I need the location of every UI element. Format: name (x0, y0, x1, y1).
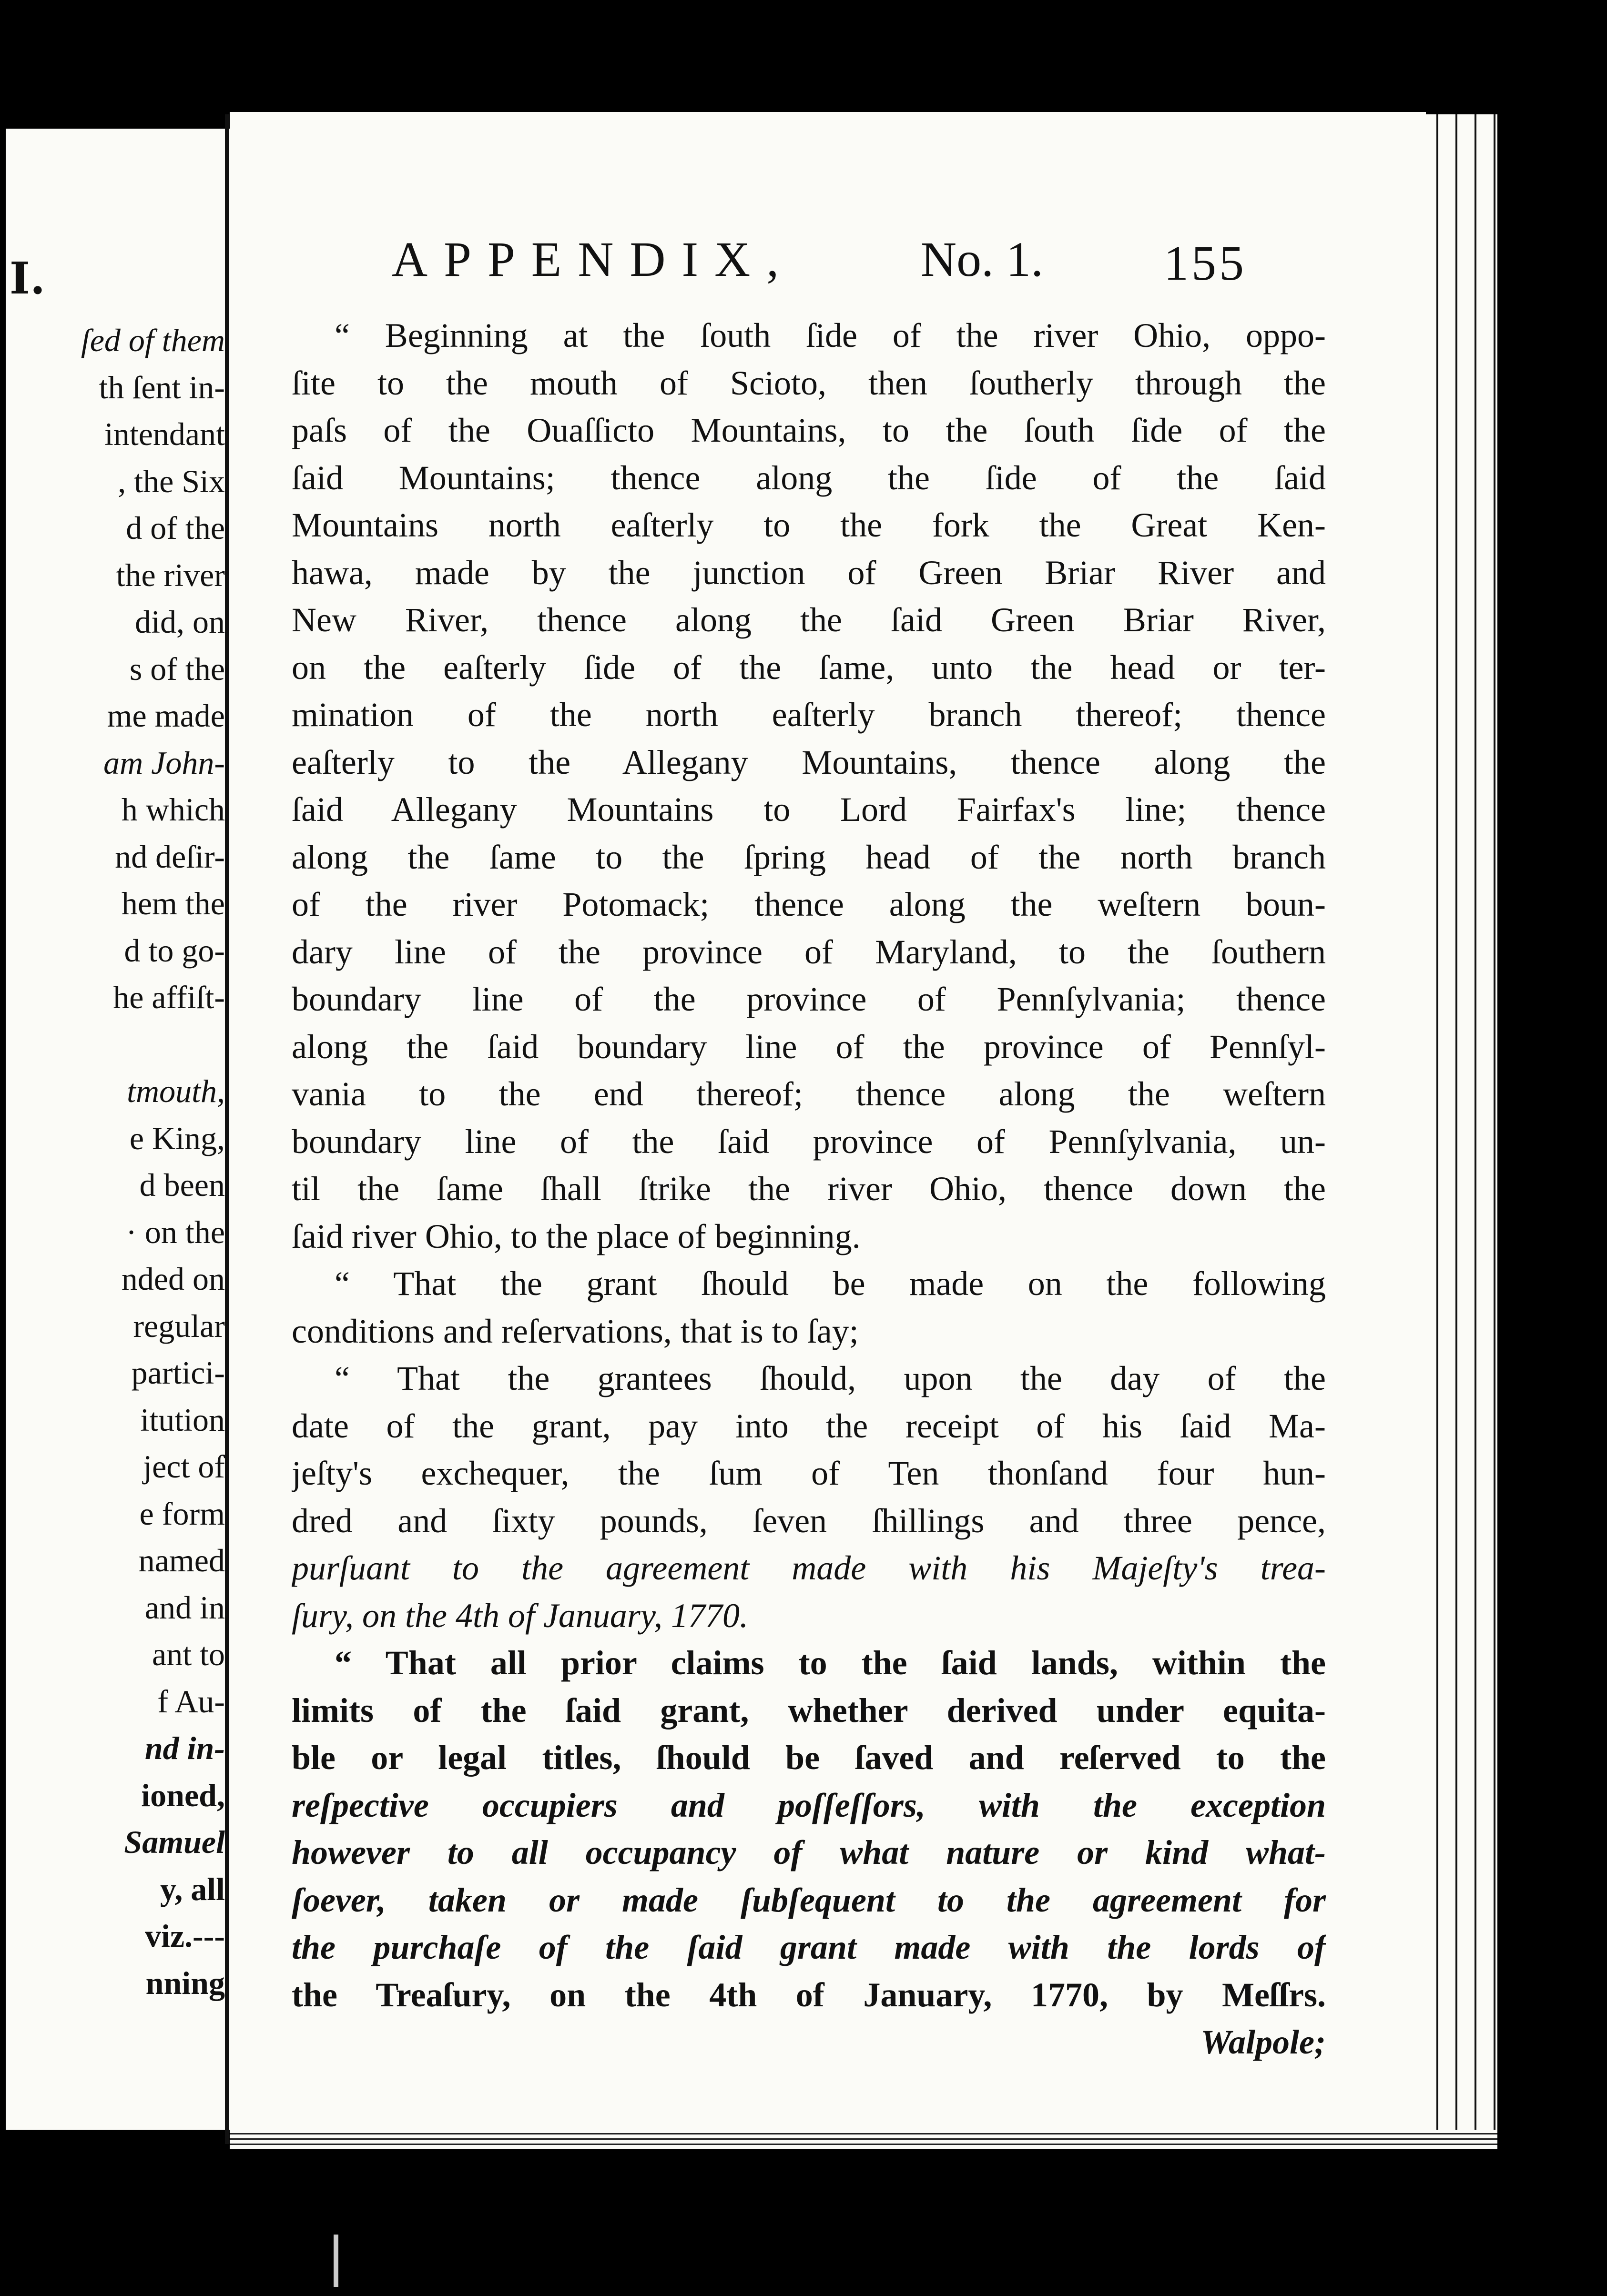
left-fragment: Samuel (124, 1824, 225, 1860)
header-title: APPENDIX, (392, 232, 795, 287)
text-line: along the ſaid boundary line of the province of Pennſyl- (292, 1027, 1326, 1066)
text-line: limits of the ſaid grant, whether derived under equita- (292, 1691, 1326, 1730)
left-fragment: tmouth, (127, 1073, 225, 1109)
left-fragment: intendant (104, 416, 225, 452)
left-fragment: itution (140, 1401, 225, 1438)
left-facing-page (6, 129, 230, 2130)
text-line: conditions and reſervations, that is to ſay; (292, 1312, 859, 1350)
page-gutter-line (225, 114, 229, 2144)
text-line: til the ſame ſhall ſtrike the river Ohio, thence down the (292, 1170, 1326, 1208)
left-fragment: d of the (126, 510, 225, 546)
left-fragment: ant to (152, 1636, 225, 1672)
text-line: ſoever, taken or made ſubſequent to the agreement for (292, 1881, 1326, 1919)
text-line: dary line of the province of Maryland, to the ſouthern (292, 932, 1326, 971)
left-fragment: ioned, (141, 1777, 225, 1813)
text-line: eaſterly to the Allegany Mountains, thence along the (292, 743, 1326, 781)
left-fragment: e form (139, 1495, 225, 1532)
text-line: “ That the grant ſhould be made on the following (335, 1264, 1326, 1303)
left-page-text (15, 317, 225, 2006)
left-fragment: s of the (129, 650, 225, 687)
left-fragment: th ſent in- (99, 369, 225, 405)
text-line: date of the grant, pay into the receipt of his ſaid Ma- (292, 1406, 1326, 1445)
left-fragment: d been (139, 1167, 225, 1203)
page-number: 155 (1164, 236, 1247, 291)
left-fragment: y, all (160, 1871, 225, 1907)
text-line: hawa, made by the junction of Green Briar River and (292, 553, 1326, 592)
left-fragment: nd deſir- (115, 838, 225, 875)
text-line: “ That the grantees ſhould, upon the day of the (335, 1359, 1326, 1397)
left-fragment: , the Six (118, 463, 225, 499)
header-appendix-number: No. 1. (921, 232, 1044, 287)
text-line: however to all occupancy of what nature or kind what- (292, 1833, 1326, 1871)
text-line: reſpective occupiers and poſſeſſors, with the exception (292, 1786, 1326, 1824)
main-page (230, 112, 1426, 2132)
text-line: of the river Potomack; thence along the weſtern boun- (292, 885, 1326, 923)
text-line: ſite to the mouth of Scioto, then ſoutherly through the (292, 364, 1326, 402)
text-line: dred and ſixty pounds, ſeven ſhillings and three pence, (292, 1501, 1326, 1540)
left-page-number: I. (10, 253, 46, 304)
left-fragment: · on the (126, 1214, 225, 1250)
left-fragment: d to go- (124, 932, 225, 969)
text-line: the purchaſe of the ſaid grant made with the lords of (292, 1928, 1326, 1966)
left-fragment: did, on (135, 604, 225, 640)
left-fragment: hem the (121, 885, 225, 921)
text-line: vania to the end thereof; thence along the weſtern (292, 1075, 1326, 1113)
text-line: ble or legal titles, ſhould be ſaved and reſerved to the (292, 1739, 1326, 1777)
text-line: “ Beginning at the ſouth ſide of the river Ohio, oppo- (335, 316, 1326, 354)
left-fragment: partici- (131, 1355, 225, 1391)
text-line: purſuant to the agreement made with his Majeſty's trea- (292, 1549, 1326, 1587)
text-line: paſs of the Ouaſſicto Mountains, to the ſouth ſide of the (292, 411, 1326, 449)
left-fragment: ſed of them (81, 322, 225, 358)
left-fragment: nded on (121, 1261, 225, 1297)
left-fragment: he affiſt- (113, 979, 225, 1015)
left-fragment: viz.--- (144, 1918, 225, 1954)
catchword: Walpole; (1200, 2023, 1326, 2061)
left-fragment: the river (116, 556, 225, 593)
text-line: New River, thence along the ſaid Green Briar River, (292, 601, 1326, 639)
text-line: the Treaſury, on the 4th of January, 1770, by Meſſrs. (292, 1975, 1326, 2014)
left-fragment: and in (144, 1589, 225, 1626)
left-fragment: named (138, 1542, 225, 1578)
left-fragment: am John- (103, 744, 225, 781)
text-line: mination of the north eaſterly branch thereof; thence (292, 696, 1326, 734)
left-fragment: regular (133, 1307, 225, 1344)
text-line: jeſty's exchequer, the ſum of Ten thonſand four hun- (292, 1454, 1326, 1492)
body-text (292, 312, 1326, 2066)
left-fragment: h which (121, 791, 225, 828)
page-edges-bottom (230, 2130, 1497, 2149)
text-line: ſaid Allegany Mountains to Lord Fairfax's line; thence (292, 790, 1326, 829)
running-header (392, 231, 1345, 291)
page-edges-right (1426, 114, 1497, 2134)
left-fragment: nning (145, 1964, 225, 2001)
text-line: “ That all prior claims to the ſaid lands, within the (335, 1644, 1326, 1682)
left-fragment: f Au- (157, 1683, 225, 1719)
text-line: boundary line of the province of Pennſylvania; thence (292, 980, 1326, 1018)
text-line: Mountains north eaſterly to the fork the Great Ken- (292, 506, 1326, 544)
left-fragment: me made (107, 698, 225, 734)
scan-mark (334, 2235, 338, 2287)
text-line: ſaid Mountains; thence along the ſide of the ſaid (292, 458, 1326, 497)
text-line: boundary line of the ſaid province of Pennſylvania, un- (292, 1122, 1326, 1161)
left-fragment (15, 1021, 225, 1068)
text-line: ſaid river Ohio, to the place of beginning. (292, 1217, 861, 1255)
left-fragment: ject of (143, 1448, 225, 1485)
left-fragment: nd in- (144, 1730, 225, 1766)
left-fragment: e King, (129, 1120, 225, 1156)
text-line: ſury, on the 4th of January, 1770. (292, 1596, 748, 1635)
text-line: along the ſame to the ſpring head of the north branch (292, 838, 1326, 876)
text-line: on the eaſterly ſide of the ſame, unto the head or ter- (292, 648, 1326, 687)
